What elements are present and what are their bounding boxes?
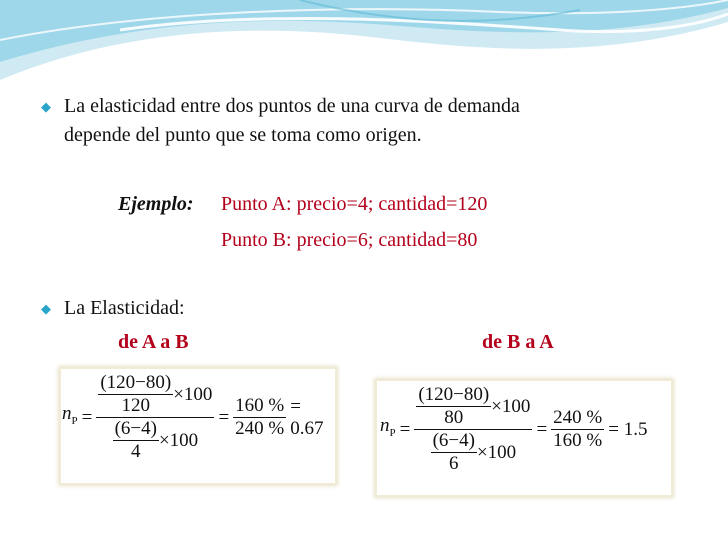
- main-fraction: [414, 384, 532, 475]
- bottom-numerator: (6−4): [432, 430, 475, 451]
- diamond-bullet-icon: ◆: [41, 301, 51, 316]
- elasticity-symbol: $n_P$: [62, 403, 78, 427]
- diamond-bullet-icon: ◆: [41, 99, 51, 114]
- elasticity-symbol: $n_P$: [380, 415, 396, 439]
- bottom-numerator: (6−4): [114, 418, 157, 439]
- de-a-a-b-heading: de A a B: [118, 331, 189, 353]
- punto-b-text: Punto B: precio=6; cantidad=80: [221, 229, 478, 251]
- punto-a-text: Punto A: precio=4; cantidad=120: [221, 193, 488, 215]
- bottom-denominator: 6: [449, 453, 459, 474]
- bullet-text-line2: depende del punto que se toma como origen.: [64, 124, 422, 146]
- bullet-text-line1: La elasticidad entre dos puntos de una curva de demanda: [64, 95, 520, 117]
- result-value: = 1.5: [608, 418, 648, 440]
- main-fraction: [96, 372, 214, 463]
- formula-b-a: $n_P$ = $\frac{(120-80)}{80}$ ×100 $\frac{(6-4)}{6}$ ×100 = $\frac{240 \%}{160 \%}$ = 1.5: [376, 380, 672, 496]
- top-multiplier: ×100: [173, 383, 213, 405]
- bottom-multiplier: ×100: [476, 441, 517, 463]
- ejemplo-label: Ejemplo:: [118, 193, 194, 215]
- header-wave-decoration: [0, 0, 728, 90]
- top-numerator: (120−80): [418, 384, 490, 405]
- bottom-multiplier: ×100: [158, 429, 199, 451]
- top-multiplier: ×100: [491, 395, 531, 417]
- bottom-denominator: 4: [131, 441, 141, 462]
- top-denominator: 80: [444, 407, 464, 428]
- top-numerator: (120−80): [100, 372, 172, 393]
- bullet-text: La Elasticidad:: [64, 297, 185, 319]
- formula-a-b: $n_P$ = $\frac{(120-80)}{120}$ ×100 $\frac{(6-4)}{4}$ ×100 = $\frac{160 \%}{240 \%}$ = 0.67: [60, 368, 336, 484]
- percent-fraction: $\frac{160 \%}{240 \%}$: [235, 395, 285, 439]
- result-value: = 0.67: [290, 395, 324, 439]
- percent-fraction: $\frac{240 \%}{160 \%}$: [553, 407, 603, 451]
- top-denominator: 120: [121, 395, 151, 416]
- de-b-a-a-heading: de B a A: [482, 331, 554, 353]
